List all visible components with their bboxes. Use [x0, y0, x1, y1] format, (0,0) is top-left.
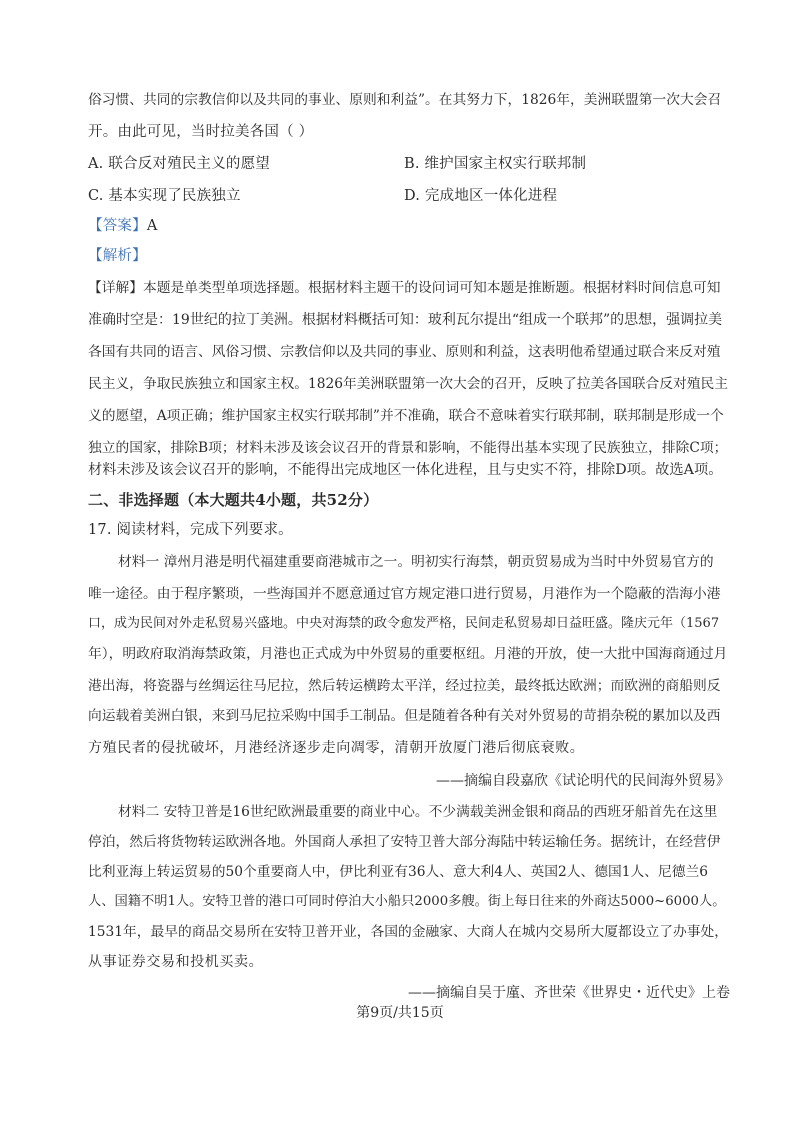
material1-line-2: 唯一途径。由于程序繁琐，一些海国并不愿意通过官方规定港口进行贸易，月港作为一个隐蔽的浩海小港: [88, 586, 721, 602]
material1-line-5: 港出海，将瓷器与丝绸运往马尼拉，然后转运横跨太平洋，经过拉美，最终抵达欧洲；而欧洲的商船则反: [88, 678, 721, 694]
q16-option-a: A. 联合反对殖民主义的愿望: [88, 156, 270, 172]
answer-value: A: [146, 218, 158, 234]
q17-prompt: 17. 阅读材料，完成下列要求。: [88, 522, 293, 538]
q16-option-d: D. 完成地区一体化进程: [404, 188, 558, 204]
detail-line-7: 材料未涉及该会议召开的影响，不能得出完成地区一体化进程，且与史实不符，排除D项。故选A项。: [88, 462, 723, 478]
material2-line-1: 材料二 安特卫普是16世纪欧洲最重要的商业中心。不少满载美洲金银和商品的西班牙船首先在这里: [118, 804, 718, 820]
detail-line-4: 民主义，争取民族独立和国家主权。1826年美洲联盟第一次大会的召开，反映了拉美各国联合反对殖民主: [88, 376, 728, 392]
answer-row: [88, 216, 157, 236]
q16-stem-line-1: 俗习惯、共同的宗教信仰以及共同的事业、原则和利益”。在其努力下，1826年，美洲联盟第一次大会召: [88, 92, 722, 108]
material1-line-1: 材料一 漳州月港是明代福建重要商港城市之一。明初实行海禁，朝贡贸易成为当时中外贸易官方的: [118, 554, 714, 570]
q16-option-b: B. 维护国家主权实行联邦制: [404, 156, 587, 172]
answer-tag: 【答案】: [88, 218, 147, 234]
detail-line-1: 【详解】本题是单类型单项选择题。根据材料主题干的设问词可知本题是推断题。根据材料时间信息可知: [88, 280, 721, 296]
section-heading: 二、非选择题（本大题共4小题，共52分）: [88, 491, 379, 509]
material1-line-6: 向运载着美洲白银，来到马尼拉采购中国手工制品。但是随着各种有关对外贸易的苛捐杂税的累加以及西: [88, 708, 721, 724]
page-number: 第9页/共15页: [356, 1005, 444, 1021]
material2-line-4: 人、国籍不明1人。安特卫普的港口可同时停泊大小船只2000多艘。街上每日往来的外商达5000~6000人。: [88, 894, 726, 909]
material2-line-6: 从事证券交易和投机买卖。: [88, 954, 264, 970]
detail-line-6: 独立的国家，排除B项；材料未涉及该会议召开的背景和影响，不能得出基本实现了民族独立，排除C项；: [88, 440, 728, 456]
q16-stem-line-2: 开。由此可见，当时拉美各国（ ）: [88, 124, 314, 140]
detail-line-3: 各国有共同的语言、风俗习惯、宗教信仰以及共同的事业、原则和利益，这表明他希望通过联合来反对殖: [88, 344, 721, 360]
material2-line-3: 比利亚海上转运贸易的50个重要商人中，伊比利亚有36人、意大利4人、英国2人、德国1人、尼德兰6: [88, 864, 708, 880]
material1-line-7: 方殖民者的侵扰破坏，月港经济逐步走向凋零，清朝开放厦门港后彻底衰败。: [88, 740, 585, 756]
detail-line-5: 义的愿望，A项正确；维护国家主权实行联邦制”并不准确，联合不意味着实行联邦制，联邦制是形成一个: [88, 408, 724, 424]
material2-line-2: 停泊，然后将货物转运欧洲各地。外国商人承担了安特卫普大部分海陆中转运输任务。据统计，在经营伊: [88, 834, 721, 850]
detail-line-2: 准确时空是：19世纪的拉丁美洲。根据材料概括可知：玻利瓦尔提出“组成一个联邦”的思想，强调拉美: [88, 312, 723, 328]
material1-line-4: 年），明政府取消海禁政策，月港也正式成为中外贸易的重要枢纽。月港的开放，使一大批中国海商通过月: [88, 646, 728, 662]
material2-line-5: 1531年，最早的商品交易所在安特卫普开业，各国的金融家、大商人在城内交易所大厦都设立了办事处，: [88, 924, 728, 940]
q16-option-c: C. 基本实现了民族独立: [88, 188, 241, 204]
material1-line-3: 口，成为民间对外走私贸易兴盛地。中央对海禁的政令愈发严格，民间走私贸易却日益旺盛。隆庆元年（1567: [88, 616, 720, 631]
material2-source: ——摘编自吴于廑、齐世荣《世界史・近代史》上卷: [408, 985, 730, 1001]
analysis-tag: 【解析】: [88, 248, 147, 264]
material1-source: ——摘编自段嘉欣《试论明代的民间海外贸易》: [436, 773, 730, 789]
